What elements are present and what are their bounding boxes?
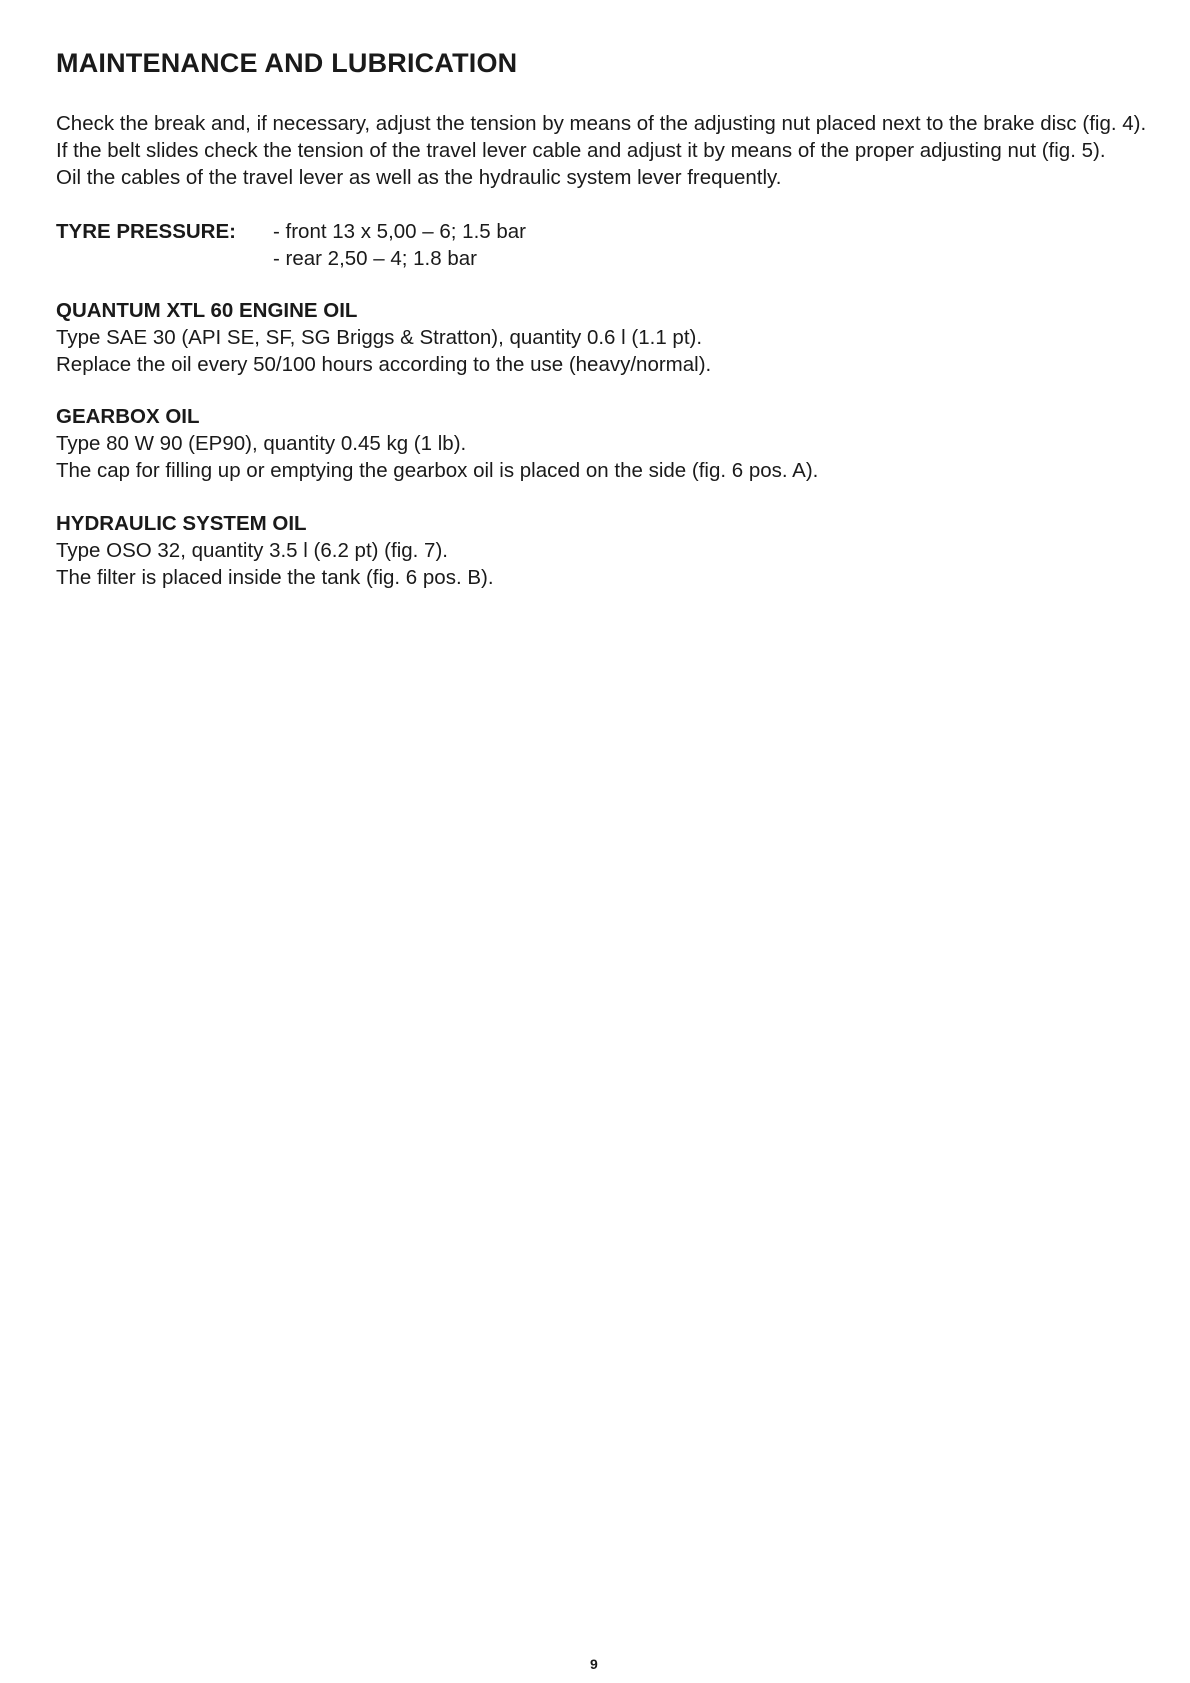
intro-line-oil-cables: Oil the cables of the travel lever as well as the hydraulic system lever frequently. (56, 166, 782, 189)
gearbox-oil-cap: The cap for filling up or emptying the gearbox oil is placed on the side (fig. 6 pos. A). (56, 459, 819, 482)
tyre-pressure-label: TYRE PRESSURE: (56, 220, 236, 243)
gearbox-oil-type: Type 80 W 90 (EP90), quantity 0.45 kg (1 lb). (56, 432, 467, 455)
intro-line-belt: If the belt slides check the tension of the travel lever cable and adjust it by means of the proper adjusting nut (fig. 5). (56, 139, 1106, 162)
engine-oil-section (56, 297, 711, 378)
intro-paragraph (56, 110, 1146, 191)
hydraulic-oil-type: Type OSO 32, quantity 3.5 l (6.2 pt) (fig. 7). (56, 539, 448, 562)
hydraulic-oil-heading: HYDRAULIC SYSTEM OIL (56, 512, 307, 535)
hydraulic-oil-section (56, 510, 494, 591)
gearbox-oil-heading: GEARBOX OIL (56, 405, 200, 428)
page-title: MAINTENANCE AND LUBRICATION (56, 48, 518, 78)
engine-oil-type: Type SAE 30 (API SE, SF, SG Briggs & Stratton), quantity 0.6 l (1.1 pt). (56, 326, 703, 349)
tyre-pressure-rear: - rear 2,50 – 4; 1.8 bar (273, 247, 477, 270)
hydraulic-oil-filter: The filter is placed inside the tank (fig. 6 pos. B). (56, 566, 494, 589)
engine-oil-heading: QUANTUM XTL 60 ENGINE OIL (56, 299, 358, 322)
tyre-pressure-values (273, 218, 526, 272)
page-number: 9 (590, 1656, 598, 1672)
intro-line-brake: Check the break and, if necessary, adjust the tension by means of the adjusting nut placed next to the brake disc (fig. 4). (56, 112, 1147, 135)
engine-oil-interval: Replace the oil every 50/100 hours according to the use (heavy/normal). (56, 353, 712, 376)
tyre-pressure-front: - front 13 x 5,00 – 6; 1.5 bar (273, 220, 526, 243)
gearbox-oil-section (56, 403, 818, 484)
